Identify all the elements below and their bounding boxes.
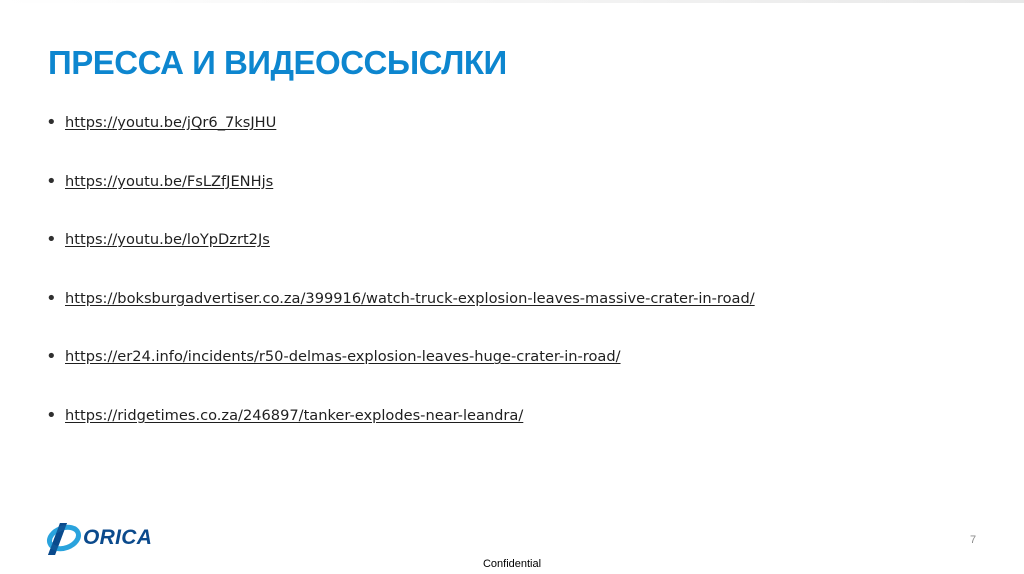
link-list [46, 112, 755, 464]
list-item [46, 171, 755, 230]
link-ridgetimes[interactable]: https://ridgetimes.co.za/246897/tanker-explodes-near-leandra/ [65, 406, 524, 424]
list-item [46, 112, 755, 171]
bullet-icon: • [46, 404, 57, 426]
list-item [46, 405, 755, 464]
orica-logo [42, 519, 152, 557]
link-youtube-1[interactable]: https://youtu.be/jQr6_7ksJHU [65, 114, 277, 131]
bullet-icon: • [46, 170, 57, 192]
bullet-icon: • [46, 229, 57, 251]
top-edge-shadow [0, 0, 1024, 3]
link-youtube-3[interactable]: https://youtu.be/loYpDzrt2Js [65, 231, 270, 249]
confidential-label: Confidential [482, 558, 542, 570]
link-er24[interactable]: https://er24.info/incidents/r50-delmas-explosion-leaves-huge-crater-in-road/ [65, 348, 621, 366]
slide-title: ПРЕССА И ВИДЕОССЫСЛКИ [48, 44, 507, 81]
link-youtube-2[interactable]: https://youtu.be/FsLZfJENHjs [65, 172, 274, 190]
link-boksburg-advertiser[interactable]: https://boksburgadvertiser.co.za/399916/watch-truck-explosion-leaves-massive-crater-in-road/ [65, 289, 755, 307]
orica-logo-text: ORICA [83, 526, 153, 549]
bullet-icon: • [46, 112, 57, 133]
bullet-icon: • [46, 346, 57, 368]
list-item [46, 288, 755, 347]
orica-logo-mark-icon [42, 519, 82, 557]
list-item [46, 229, 755, 288]
list-item [46, 346, 755, 405]
bullet-icon: • [46, 287, 57, 309]
page-number: 7 [970, 534, 977, 546]
